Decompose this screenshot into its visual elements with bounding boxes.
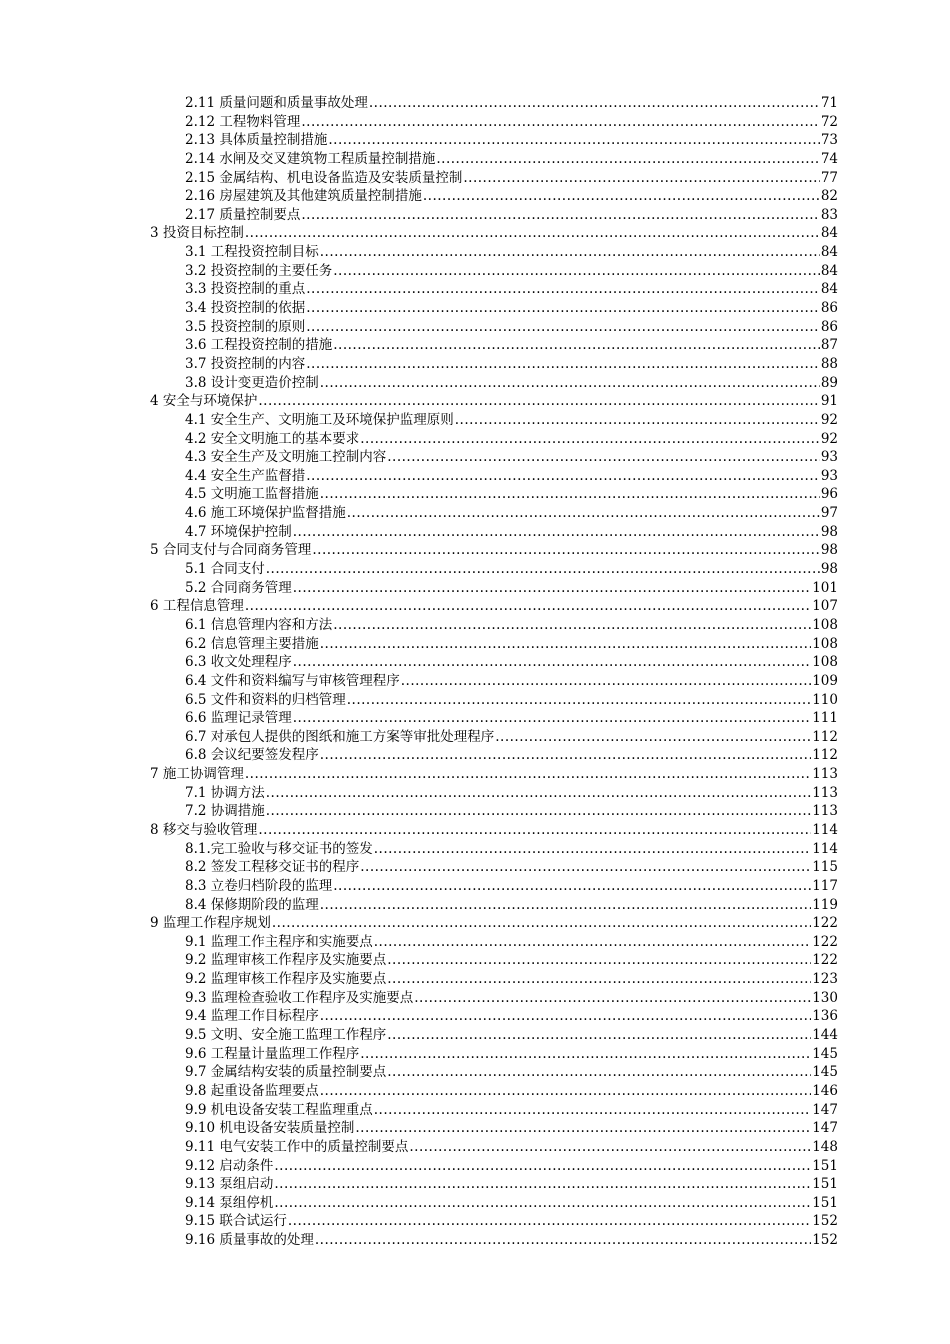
toc-dot-leader xyxy=(293,523,820,542)
toc-page-number: 86 xyxy=(820,318,838,335)
toc-page-number: 148 xyxy=(812,1138,838,1155)
toc-page-number: 72 xyxy=(820,113,838,130)
toc-dot-leader xyxy=(374,933,811,952)
toc-dot-leader xyxy=(347,691,811,710)
toc-section-entry[interactable] xyxy=(150,560,838,579)
toc-entry-title: 8 移交与验收管理 xyxy=(150,821,258,838)
toc-page-number: 92 xyxy=(820,430,838,447)
toc-dot-leader xyxy=(328,131,819,150)
toc-entry-title: 4.2 安全文明施工的基本要求 xyxy=(185,430,360,447)
toc-entry-title: 6.8 会议纪要签发程序 xyxy=(185,747,319,764)
toc-section-entry[interactable] xyxy=(150,1007,838,1026)
toc-section-entry[interactable] xyxy=(150,858,838,877)
toc-page-number: 122 xyxy=(812,933,838,950)
toc-section-entry[interactable] xyxy=(150,1026,838,1045)
toc-entry-title: 2.17 质量控制要点 xyxy=(185,206,301,223)
toc-page-number: 88 xyxy=(820,355,838,372)
toc-page-number: 84 xyxy=(820,281,838,298)
toc-dot-leader xyxy=(333,877,811,896)
toc-dot-leader xyxy=(320,635,811,654)
toc-dot-leader xyxy=(347,504,820,523)
toc-entry-title: 7 施工协调管理 xyxy=(150,766,244,783)
toc-page-number: 108 xyxy=(812,635,838,652)
toc-dot-leader xyxy=(266,802,811,821)
toc-dot-leader xyxy=(258,392,819,411)
toc-dot-leader xyxy=(369,94,820,113)
toc-chapter-entry[interactable] xyxy=(150,392,838,411)
toc-section-entry[interactable] xyxy=(150,280,838,299)
toc-section-entry[interactable] xyxy=(150,989,838,1008)
toc-page-number: 74 xyxy=(820,150,838,167)
toc-entry-title: 9.16 质量事故的处理 xyxy=(185,1232,314,1249)
toc-page-number: 77 xyxy=(820,169,838,186)
toc-page-number: 93 xyxy=(820,449,838,466)
toc-section-entry[interactable] xyxy=(150,1138,838,1157)
toc-dot-leader xyxy=(306,355,820,374)
toc-entry-title: 9.3 监理检查验收工作程序及实施要点 xyxy=(185,989,414,1006)
toc-chapter-entry[interactable] xyxy=(150,914,838,933)
toc-section-entry[interactable] xyxy=(150,169,838,188)
toc-page-number: 151 xyxy=(812,1176,838,1193)
toc-section-entry[interactable] xyxy=(150,206,838,225)
toc-page-number: 84 xyxy=(820,244,838,261)
toc-dot-leader xyxy=(288,1212,811,1231)
toc-dot-leader xyxy=(414,989,811,1008)
toc-section-entry[interactable] xyxy=(150,1231,838,1250)
toc-entry-title: 7.2 协调措施 xyxy=(185,803,265,820)
toc-entry-title: 3.7 投资控制的内容 xyxy=(185,355,306,372)
toc-page-number: 96 xyxy=(820,486,838,503)
toc-entry-title: 2.11 质量问题和质量事故处理 xyxy=(185,95,368,111)
toc-dot-leader xyxy=(274,1194,811,1213)
toc-page-number: 86 xyxy=(820,300,838,317)
toc-dot-leader xyxy=(301,206,819,225)
toc-dot-leader xyxy=(355,1119,811,1138)
toc-dot-leader xyxy=(306,318,820,337)
toc-entry-title: 9.12 启动条件 xyxy=(185,1157,274,1174)
toc-entry-title: 4.5 文明施工监督措施 xyxy=(185,486,319,503)
toc-chapter-entry[interactable] xyxy=(150,597,838,616)
toc-page-number: 110 xyxy=(812,691,838,708)
toc-dot-leader xyxy=(320,1007,811,1026)
toc-page-number: 84 xyxy=(820,225,838,242)
toc-page-number: 87 xyxy=(820,337,838,354)
toc-page-number: 146 xyxy=(812,1082,838,1099)
toc-section-entry[interactable] xyxy=(150,131,838,150)
toc-page-number: 98 xyxy=(820,542,838,559)
toc-page-number: 145 xyxy=(812,1045,838,1062)
toc-dot-leader xyxy=(258,821,811,840)
toc-page-number: 119 xyxy=(812,896,838,913)
toc-section-entry[interactable] xyxy=(150,784,838,803)
toc-entry-title: 9.2 监理审核工作程序及实施要点 xyxy=(185,971,387,988)
toc-section-entry[interactable] xyxy=(150,430,838,449)
toc-section-entry[interactable] xyxy=(150,933,838,952)
toc-section-entry[interactable] xyxy=(150,951,838,970)
toc-section-entry[interactable] xyxy=(150,1157,838,1176)
toc-entry-title: 9.4 监理工作目标程序 xyxy=(185,1008,319,1025)
toc-section-entry[interactable] xyxy=(150,1194,838,1213)
toc-dot-leader xyxy=(387,951,811,970)
toc-page-number: 73 xyxy=(820,132,838,149)
toc-page-number: 82 xyxy=(820,188,838,205)
toc-entry-title: 9 监理工作程序规划 xyxy=(150,915,271,932)
toc-page-number: 91 xyxy=(820,393,838,410)
toc-dot-leader xyxy=(333,336,820,355)
toc-dot-leader xyxy=(320,485,820,504)
toc-chapter-entry[interactable] xyxy=(150,821,838,840)
toc-dot-leader xyxy=(401,672,811,691)
toc-entry-title: 9.6 工程量计量监理工作程序 xyxy=(185,1045,360,1062)
toc-section-entry[interactable] xyxy=(150,1045,838,1064)
toc-section-entry[interactable] xyxy=(150,691,838,710)
toc-page-number: 83 xyxy=(820,206,838,223)
toc-page-number: 151 xyxy=(812,1194,838,1211)
toc-dot-leader xyxy=(320,243,820,262)
toc-chapter-entry[interactable] xyxy=(150,541,838,560)
toc-entry-title: 4.1 安全生产、文明施工及环境保护监理原则 xyxy=(185,411,454,428)
toc-dot-leader xyxy=(374,1101,811,1120)
toc-chapter-entry[interactable] xyxy=(150,765,838,784)
toc-dot-leader xyxy=(301,113,819,132)
toc-entry-title: 9.13 泵组启动 xyxy=(185,1176,274,1193)
toc-page-number: 152 xyxy=(812,1232,838,1249)
toc-page-number: 123 xyxy=(812,971,838,988)
toc-dot-leader xyxy=(306,299,820,318)
toc-entry-title: 3.1 工程投资控制目标 xyxy=(185,244,319,261)
toc-page-number: 92 xyxy=(820,411,838,428)
toc-entry-title: 5 合同支付与合同商务管理 xyxy=(150,542,312,559)
toc-entry-title: 4.6 施工环境保护监督措施 xyxy=(185,505,346,522)
toc-entry-title: 2.15 金属结构、机电设备监造及安装质量控制 xyxy=(185,169,463,186)
toc-section-entry[interactable] xyxy=(150,709,838,728)
toc-page-number: 107 xyxy=(812,598,838,615)
toc-dot-leader xyxy=(293,709,811,728)
toc-section-entry[interactable] xyxy=(150,672,838,691)
toc-dot-leader xyxy=(455,411,820,430)
toc-dot-leader xyxy=(423,187,820,206)
toc-section-entry[interactable] xyxy=(150,970,838,989)
toc-dot-leader xyxy=(374,840,811,859)
toc-page-number: 152 xyxy=(812,1213,838,1230)
toc-entry-title: 6.5 文件和资料的归档管理 xyxy=(185,691,346,708)
toc-dot-leader xyxy=(293,653,811,672)
toc-section-entry[interactable] xyxy=(150,728,838,747)
toc-page-number: 147 xyxy=(812,1120,838,1137)
toc-page-number: 71 xyxy=(820,95,838,111)
toc-entry-title: 2.16 房屋建筑及其他建筑质量控制措施 xyxy=(185,188,422,205)
toc-page-number: 84 xyxy=(820,262,838,279)
toc-section-entry[interactable] xyxy=(150,896,838,915)
toc-entry-title: 9.9 机电设备安装工程监理重点 xyxy=(185,1101,373,1118)
toc-entry-title: 4 安全与环境保护 xyxy=(150,393,258,410)
toc-section-entry[interactable] xyxy=(150,746,838,765)
toc-dot-leader xyxy=(360,1045,811,1064)
toc-dot-leader xyxy=(274,1157,811,1176)
toc-entry-title: 6.6 监理记录管理 xyxy=(185,710,292,727)
toc-page-number: 108 xyxy=(812,616,838,633)
toc-section-entry[interactable] xyxy=(150,616,838,635)
toc-page-number: 122 xyxy=(812,952,838,969)
toc-dot-leader xyxy=(306,280,820,299)
toc-section-entry[interactable] xyxy=(150,262,838,281)
toc-dot-leader xyxy=(333,616,811,635)
toc-page-number: 117 xyxy=(812,877,838,894)
toc-page-number: 97 xyxy=(820,505,838,522)
toc-page-number: 115 xyxy=(812,859,838,876)
toc-entry-title: 9.8 起重设备监理要点 xyxy=(185,1082,319,1099)
toc-entry-title: 4.4 安全生产监督措 xyxy=(185,467,306,484)
toc-entry-title: 3.2 投资控制的主要任务 xyxy=(185,262,333,279)
toc-dot-leader xyxy=(312,541,819,560)
toc-section-entry[interactable] xyxy=(150,653,838,672)
toc-entry-title: 2.14 水闸及交叉建筑物工程质量控制措施 xyxy=(185,150,436,167)
toc-page-number: 130 xyxy=(812,989,838,1006)
toc-section-entry[interactable] xyxy=(150,94,838,113)
toc-entry-title: 6.3 收文处理程序 xyxy=(185,654,292,671)
toc-dot-leader xyxy=(360,430,820,449)
toc-section-entry[interactable] xyxy=(150,150,838,169)
toc-entry-title: 7.1 协调方法 xyxy=(185,784,265,801)
toc-entry-title: 6 工程信息管理 xyxy=(150,598,244,615)
toc-page-number: 109 xyxy=(812,672,838,689)
toc-dot-leader xyxy=(387,448,820,467)
toc-dot-leader xyxy=(245,765,811,784)
toc-entry-title: 6.2 信息管理主要措施 xyxy=(185,635,319,652)
table-of-contents xyxy=(150,94,838,1250)
toc-entry-title: 9.11 电气安装工作中的质量控制要点 xyxy=(185,1138,409,1155)
toc-section-entry[interactable] xyxy=(150,1175,838,1194)
toc-dot-leader xyxy=(495,728,811,747)
toc-dot-leader xyxy=(315,1231,811,1250)
toc-section-entry[interactable] xyxy=(150,485,838,504)
toc-entry-title: 9.14 泵组停机 xyxy=(185,1194,274,1211)
toc-entry-title: 5.2 合同商务管理 xyxy=(185,579,292,596)
toc-page-number: 101 xyxy=(812,579,838,596)
toc-section-entry[interactable] xyxy=(150,504,838,523)
toc-page-number: 89 xyxy=(820,374,838,391)
toc-entry-title: 8.4 保修期阶段的监理 xyxy=(185,896,319,913)
toc-page-number: 111 xyxy=(812,710,838,727)
toc-entry-title: 4.3 安全生产及文明施工控制内容 xyxy=(185,449,387,466)
toc-entry-title: 8.1.完工验收与移交证书的签发 xyxy=(185,840,373,857)
toc-page-number: 112 xyxy=(812,747,838,764)
toc-section-entry[interactable] xyxy=(150,1063,838,1082)
toc-entry-title: 9.1 监理工作主程序和实施要点 xyxy=(185,933,373,950)
toc-entry-title: 2.13 具体质量控制措施 xyxy=(185,132,328,149)
toc-page-number: 113 xyxy=(812,784,838,801)
toc-entry-title: 8.2 签发工程移交证书的程序 xyxy=(185,859,360,876)
toc-page-number: 136 xyxy=(812,1008,838,1025)
toc-page-number: 113 xyxy=(812,766,838,783)
toc-section-entry[interactable] xyxy=(150,243,838,262)
toc-dot-leader xyxy=(293,579,811,598)
toc-section-entry[interactable] xyxy=(150,877,838,896)
toc-section-entry[interactable] xyxy=(150,336,838,355)
toc-dot-leader xyxy=(320,1082,811,1101)
toc-dot-leader xyxy=(245,224,820,243)
toc-page-number: 108 xyxy=(812,654,838,671)
toc-entry-title: 6.7 对承包人提供的图纸和施工方案等审批处理程序 xyxy=(185,728,495,745)
toc-page-number: 114 xyxy=(812,821,838,838)
toc-dot-leader xyxy=(463,169,819,188)
toc-section-entry[interactable] xyxy=(150,1101,838,1120)
toc-entry-title: 9.2 监理审核工作程序及实施要点 xyxy=(185,952,387,969)
toc-entry-title: 3.8 设计变更造价控制 xyxy=(185,374,319,391)
toc-dot-leader xyxy=(387,1026,811,1045)
toc-entry-title: 6.1 信息管理内容和方法 xyxy=(185,616,333,633)
toc-dot-leader xyxy=(333,262,820,281)
toc-entry-title: 5.1 合同支付 xyxy=(185,561,265,578)
toc-dot-leader xyxy=(266,784,811,803)
toc-entry-title: 3 投资目标控制 xyxy=(150,225,244,242)
toc-dot-leader xyxy=(274,1175,811,1194)
toc-section-entry[interactable] xyxy=(150,467,838,486)
toc-section-entry[interactable] xyxy=(150,411,838,430)
toc-page-number: 98 xyxy=(820,561,838,578)
toc-page-number: 113 xyxy=(812,803,838,820)
toc-dot-leader xyxy=(409,1138,811,1157)
toc-section-entry[interactable] xyxy=(150,1212,838,1231)
toc-dot-leader xyxy=(436,150,819,169)
toc-section-entry[interactable] xyxy=(150,1119,838,1138)
toc-section-entry[interactable] xyxy=(150,448,838,467)
toc-chapter-entry[interactable] xyxy=(150,224,838,243)
toc-section-entry[interactable] xyxy=(150,355,838,374)
toc-dot-leader xyxy=(320,896,811,915)
toc-page-number: 114 xyxy=(812,840,838,857)
toc-section-entry[interactable] xyxy=(150,579,838,598)
toc-page-number: 144 xyxy=(812,1027,838,1044)
toc-dot-leader xyxy=(387,970,811,989)
toc-dot-leader xyxy=(387,1063,811,1082)
toc-entry-title: 3.3 投资控制的重点 xyxy=(185,281,306,298)
toc-section-entry[interactable] xyxy=(150,374,838,393)
toc-dot-leader xyxy=(360,858,811,877)
toc-dot-leader xyxy=(306,467,820,486)
toc-section-entry[interactable] xyxy=(150,802,838,821)
toc-entry-title: 3.6 工程投资控制的措施 xyxy=(185,337,333,354)
toc-dot-leader xyxy=(320,746,811,765)
toc-section-entry[interactable] xyxy=(150,187,838,206)
toc-entry-title: 9.10 机电设备安装质量控制 xyxy=(185,1120,355,1137)
toc-entry-title: 3.4 投资控制的依据 xyxy=(185,300,306,317)
toc-dot-leader xyxy=(245,597,811,616)
toc-entry-title: 9.15 联合试运行 xyxy=(185,1213,287,1230)
toc-section-entry[interactable] xyxy=(150,299,838,318)
toc-page-number: 151 xyxy=(812,1157,838,1174)
toc-section-entry[interactable] xyxy=(150,635,838,654)
toc-page-number: 122 xyxy=(812,915,838,932)
toc-entry-title: 8.3 立卷归档阶段的监理 xyxy=(185,877,333,894)
toc-entry-title: 6.4 文件和资料编写与审核管理程序 xyxy=(185,672,400,689)
toc-section-entry[interactable] xyxy=(150,318,838,337)
toc-entry-title: 9.7 金属结构安装的质量控制要点 xyxy=(185,1064,387,1081)
toc-section-entry[interactable] xyxy=(150,523,838,542)
toc-entry-title: 9.5 文明、安全施工监理工作程序 xyxy=(185,1027,387,1044)
toc-page-number: 145 xyxy=(812,1064,838,1081)
toc-dot-leader xyxy=(272,914,811,933)
toc-section-entry[interactable] xyxy=(150,1082,838,1101)
toc-page-number: 147 xyxy=(812,1101,838,1118)
toc-entry-title: 4.7 环境保护控制 xyxy=(185,523,292,540)
toc-page-number: 112 xyxy=(812,728,838,745)
toc-section-entry[interactable] xyxy=(150,840,838,859)
toc-dot-leader xyxy=(266,560,820,579)
toc-section-entry[interactable] xyxy=(150,113,838,132)
toc-page-number: 93 xyxy=(820,467,838,484)
toc-entry-title: 3.5 投资控制的原则 xyxy=(185,318,306,335)
toc-page-number: 98 xyxy=(820,523,838,540)
toc-entry-title: 2.12 工程物料管理 xyxy=(185,113,301,130)
toc-dot-leader xyxy=(320,374,820,393)
